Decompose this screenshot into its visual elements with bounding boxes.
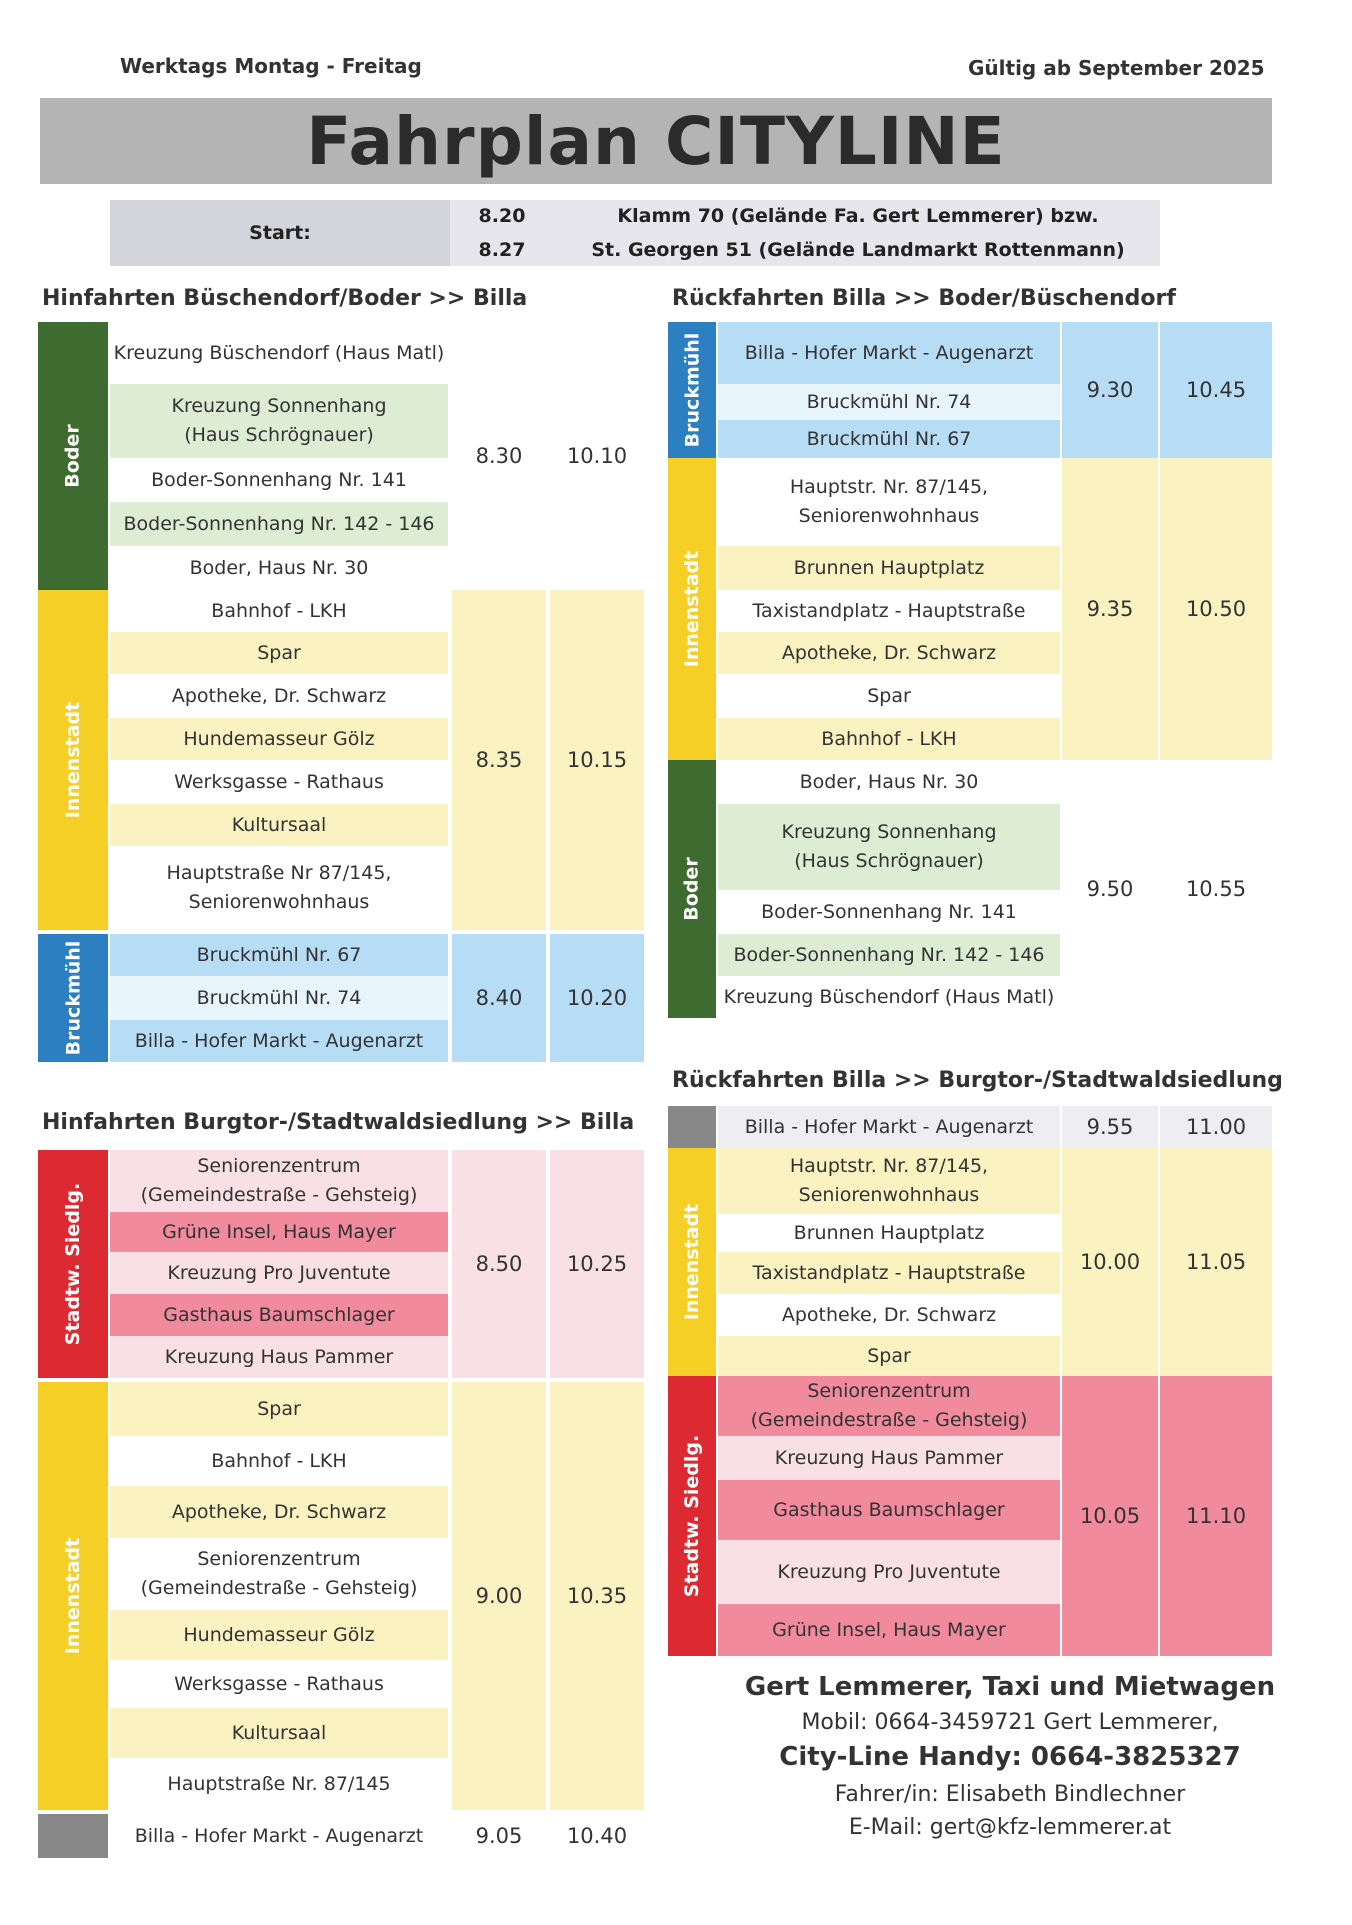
stop-name: Gasthaus Baumschlager (110, 1294, 448, 1336)
zone-label (38, 322, 108, 590)
stop-name: Kreuzung Haus Pammer (718, 1436, 1060, 1480)
zone-text: Boder (62, 424, 84, 488)
grey-marker (668, 1106, 716, 1148)
stop-name: Seniorenzentrum (Gemeindestraße - Gehsteig) (110, 1150, 448, 1212)
departure-time: 9.00 (452, 1382, 546, 1810)
stop-name: Seniorenzentrum (Gemeindestraße - Gehsteig) (718, 1376, 1060, 1436)
zone-text: Innenstadt (62, 701, 84, 819)
start-time-1: 8.20 (478, 205, 526, 227)
stop-name: Kultursaal (110, 804, 448, 846)
stop-name: Hauptstr. Nr. 87/145, Seniorenwohnhaus (718, 1148, 1060, 1214)
stop-name: Boder, Haus Nr. 30 (718, 760, 1060, 804)
start-place-1: Klamm 70 (Gelände Fa. Gert Lemmerer) bzw. (617, 205, 1099, 227)
stop-name: Bruckmühl Nr. 67 (110, 934, 448, 976)
departure-time: 8.35 (452, 590, 546, 930)
section-title-hin-boder: Hinfahrten Büschendorf/Boder >> Billa (42, 286, 528, 311)
zone-label (38, 1382, 108, 1810)
zone-text: Innenstadt (681, 550, 703, 668)
stop-name: Bruckmühl Nr. 74 (110, 976, 448, 1020)
cityline-handy: City-Line Handy: 0664-3825327 (779, 1742, 1241, 1772)
stop-name: Grüne Insel, Haus Mayer (718, 1604, 1060, 1656)
stop-name: Billa - Hofer Markt - Augenarzt (110, 1020, 448, 1062)
stop-name: Gasthaus Baumschlager (718, 1480, 1060, 1540)
stop-name: Seniorenzentrum (Gemeindestraße - Gehsteig) (110, 1538, 448, 1610)
stop-name: Bahnhof - LKH (718, 718, 1060, 760)
stop-name: Grüne Insel, Haus Mayer (110, 1212, 448, 1252)
stop-name: Spar (718, 674, 1060, 718)
stop-name: Spar (718, 1336, 1060, 1376)
stop-name: Billa - Hofer Markt - Augenarzt (110, 1814, 448, 1858)
stop-name: Bahnhof - LKH (110, 1436, 448, 1486)
stop-name: Kreuzung Sonnenhang (Haus Schrögnauer) (110, 384, 448, 458)
zone-text: Innenstadt (62, 1537, 84, 1655)
departure-time: 9.50 (1062, 760, 1158, 1018)
departure-time: 8.40 (452, 934, 546, 1062)
start-time-2: 8.27 (478, 239, 526, 261)
departure-time: 10.10 (550, 322, 644, 590)
stop-name: Brunnen Hauptplatz (718, 1214, 1060, 1252)
stop-name: Hauptstraße Nr. 87/145 (110, 1758, 448, 1810)
departure-time: 10.00 (1062, 1148, 1158, 1376)
zone-text: Innenstadt (681, 1203, 703, 1321)
weekday-label: Werktags Montag - Freitag (120, 54, 422, 78)
departure-time: 11.00 (1160, 1106, 1272, 1148)
stop-name: Boder-Sonnenhang Nr. 142 - 146 (718, 934, 1060, 976)
stop-name: Apotheke, Dr. Schwarz (718, 1294, 1060, 1336)
stop-name: Apotheke, Dr. Schwarz (718, 632, 1060, 674)
departure-time: 10.55 (1160, 760, 1272, 1018)
stop-name: Apotheke, Dr. Schwarz (110, 674, 448, 718)
departure-time: 10.05 (1062, 1376, 1158, 1656)
stop-name: Hauptstr. Nr. 87/145, Seniorenwohnhaus (718, 458, 1060, 546)
zone-label (38, 1150, 108, 1378)
valid-from-label: Gültig ab September 2025 (968, 56, 1265, 80)
page-title: Fahrplan CITYLINE (306, 102, 1006, 180)
stop-name: Bahnhof - LKH (110, 590, 448, 632)
driver-name: Fahrer/in: Elisabeth Bindlechner (834, 1782, 1186, 1807)
stop-name: Bruckmühl Nr. 67 (718, 420, 1060, 458)
stop-name: Taxistandplatz - Hauptstraße (718, 590, 1060, 632)
stop-name: Boder-Sonnenhang Nr. 141 (110, 458, 448, 502)
zone-text: Boder (681, 857, 703, 921)
departure-time: 9.05 (452, 1814, 546, 1858)
zone-label (668, 760, 716, 1018)
mobile-number: Mobil: 0664-3459721 Gert Lemmerer, (801, 1710, 1219, 1735)
zone-text: Bruckmühl (62, 940, 85, 1056)
zone-text: Stadtw. Siedlg. (62, 1182, 84, 1346)
zone-label (668, 1376, 716, 1656)
departure-time: 8.30 (452, 322, 546, 590)
stop-name: Billa - Hofer Markt - Augenarzt (718, 322, 1060, 384)
departure-time: 11.10 (1160, 1376, 1272, 1656)
section-title-hin-burg: Hinfahrten Burgtor-/Stadtwaldsiedlung >> Billa (42, 1110, 635, 1135)
start-label: Start: (110, 200, 450, 266)
stop-name: Spar (110, 1382, 448, 1436)
stop-name: Werksgasse - Rathaus (110, 760, 448, 804)
title-bar (40, 98, 1272, 184)
departure-time: 10.45 (1160, 322, 1272, 458)
zone-label (38, 590, 108, 930)
stop-name: Taxistandplatz - Hauptstraße (718, 1252, 1060, 1294)
zone-text: Stadtw. Siedlg. (681, 1434, 703, 1598)
stop-name: Billa - Hofer Markt - Augenarzt (718, 1106, 1060, 1148)
zone-text: Bruckmühl (681, 332, 704, 448)
stop-name: Brunnen Hauptplatz (718, 546, 1060, 590)
departure-time: 10.25 (550, 1150, 644, 1378)
grey-marker (38, 1814, 108, 1858)
stop-name: Bruckmühl Nr. 74 (718, 384, 1060, 420)
stop-name: Kultursaal (110, 1708, 448, 1758)
section-title-rueck-boder: Rückfahrten Billa >> Boder/Büschendorf (672, 286, 1176, 311)
stop-name: Kreuzung Sonnenhang (Haus Schrögnauer) (718, 804, 1060, 890)
stop-name: Kreuzung Haus Pammer (110, 1336, 448, 1378)
stop-name: Boder, Haus Nr. 30 (110, 546, 448, 590)
departure-time: 9.55 (1062, 1106, 1158, 1148)
email-address: E-Mail: gert@kfz-lemmerer.at (848, 1815, 1172, 1840)
stop-name: Kreuzung Pro Juventute (718, 1540, 1060, 1604)
departure-time: 10.40 (550, 1814, 644, 1858)
stop-name: Apotheke, Dr. Schwarz (110, 1486, 448, 1538)
stop-name: Spar (110, 632, 448, 674)
departure-time: 11.05 (1160, 1148, 1272, 1376)
departure-time: 9.35 (1062, 458, 1158, 760)
stop-name: Boder-Sonnenhang Nr. 141 (718, 890, 1060, 934)
departure-time: 10.15 (550, 590, 644, 930)
departure-time: 10.50 (1160, 458, 1272, 760)
stop-name: Werksgasse - Rathaus (110, 1660, 448, 1708)
zone-label (668, 322, 716, 458)
departure-time: 8.50 (452, 1150, 546, 1378)
stop-name: Kreuzung Büschendorf (Haus Matl) (718, 976, 1060, 1018)
stop-name: Boder-Sonnenhang Nr. 142 - 146 (110, 502, 448, 546)
company-name: Gert Lemmerer, Taxi und Mietwagen (744, 1672, 1276, 1702)
departure-time: 10.35 (550, 1382, 644, 1810)
stop-name: Hauptstraße Nr 87/145, Seniorenwohnhaus (110, 846, 448, 930)
zone-label (668, 1148, 716, 1376)
stop-name: Kreuzung Büschendorf (Haus Matl) (110, 322, 448, 384)
stop-name: Hundemasseur Gölz (110, 718, 448, 760)
departure-time: 9.30 (1062, 322, 1158, 458)
start-place-2: St. Georgen 51 (Gelände Landmarkt Rottenmann) (591, 239, 1125, 261)
departure-time: 10.20 (550, 934, 644, 1062)
stop-name: Hundemasseur Gölz (110, 1610, 448, 1660)
zone-label (38, 934, 108, 1062)
stop-name: Kreuzung Pro Juventute (110, 1252, 448, 1294)
section-title-rueck-burg: Rückfahrten Billa >> Burgtor-/Stadtwaldsiedlung (672, 1068, 1283, 1093)
zone-label (668, 458, 716, 760)
